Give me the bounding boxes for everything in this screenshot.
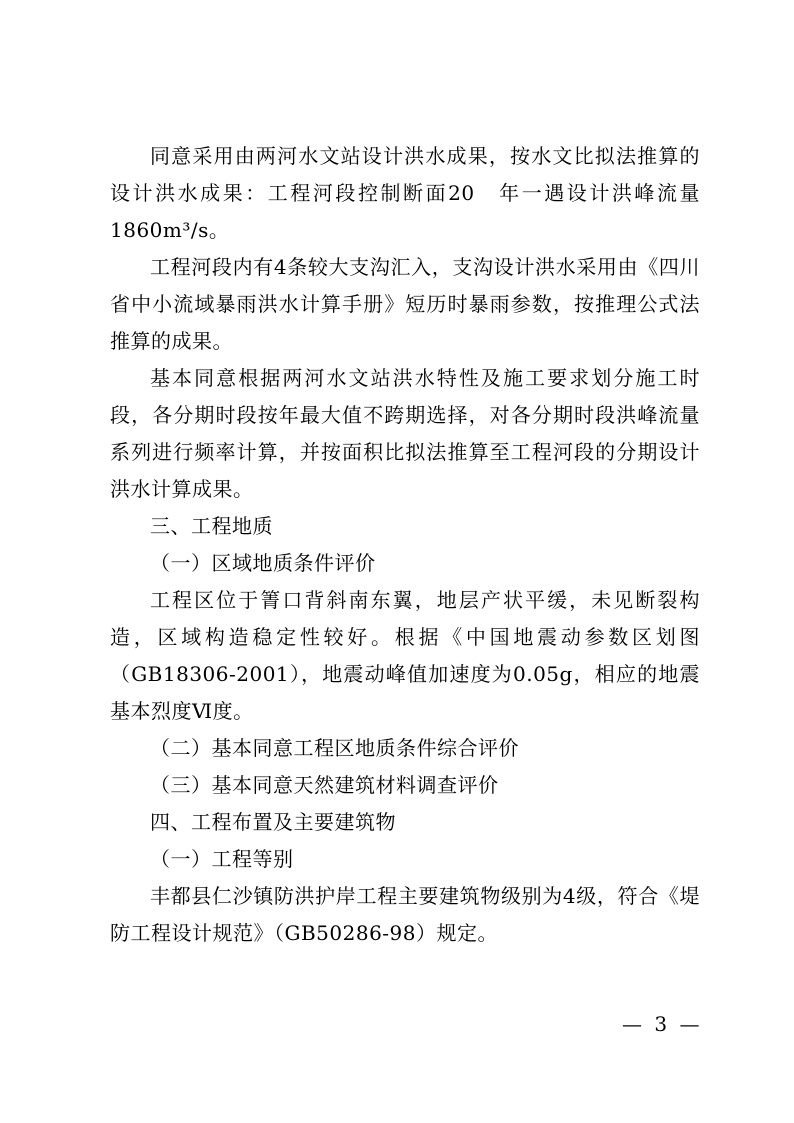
subsection-heading-geology-evaluation: （二）基本同意工程区地质条件综合评价 bbox=[150, 736, 519, 760]
paragraph-grade: 丰都县仁沙镇防洪护岸工程主要建筑物级别为4级，符合《堤防工程设计规范》（GB50286-98）规定。 bbox=[110, 884, 700, 945]
section-heading-geology: 三、工程地质 bbox=[150, 514, 273, 538]
subsection-heading-regional-geology: （一）区域地质条件评价 bbox=[150, 551, 376, 575]
subsection-heading-materials: （三）基本同意天然建筑材料调查评价 bbox=[150, 773, 499, 797]
paragraph-regional-geology: 工程区位于箐口背斜南东翼，地层产状平缓，未见断裂构造，区域构造稳定性较好。根据《中国地震动参数区划图（GB18306-2001），地震动峰值加速度为0.05g，相应的地震基本烈度Ⅵ度。 bbox=[110, 588, 700, 723]
document-body bbox=[110, 138, 700, 952]
paragraph-tributaries: 工程河段内有4条较大支沟汇入，支沟设计洪水采用由《四川省中小流域暴雨洪水计算手册》短历时暴雨参数，按推理公式法推算的成果。 bbox=[110, 255, 700, 353]
page-number: — 3 — bbox=[622, 1012, 703, 1036]
paragraph-design-flood: 同意采用由两河水文站设计洪水成果，按水文比拟法推算的设计洪水成果：工程河段控制断面20 年一遇设计洪峰流量1860m³/s。 bbox=[110, 144, 700, 242]
paragraph-construction-periods: 基本同意根据两河水文站洪水特性及施工要求划分施工时段，各分期时段按年最大值不跨期选择，对各分期时段洪峰流量系列进行频率计算，并按面积比拟法推算至工程河段的分期设计洪水计算成果。 bbox=[110, 366, 700, 501]
section-heading-layout: 四、工程布置及主要建筑物 bbox=[150, 810, 396, 834]
subsection-heading-grade: （一）工程等别 bbox=[150, 847, 294, 871]
